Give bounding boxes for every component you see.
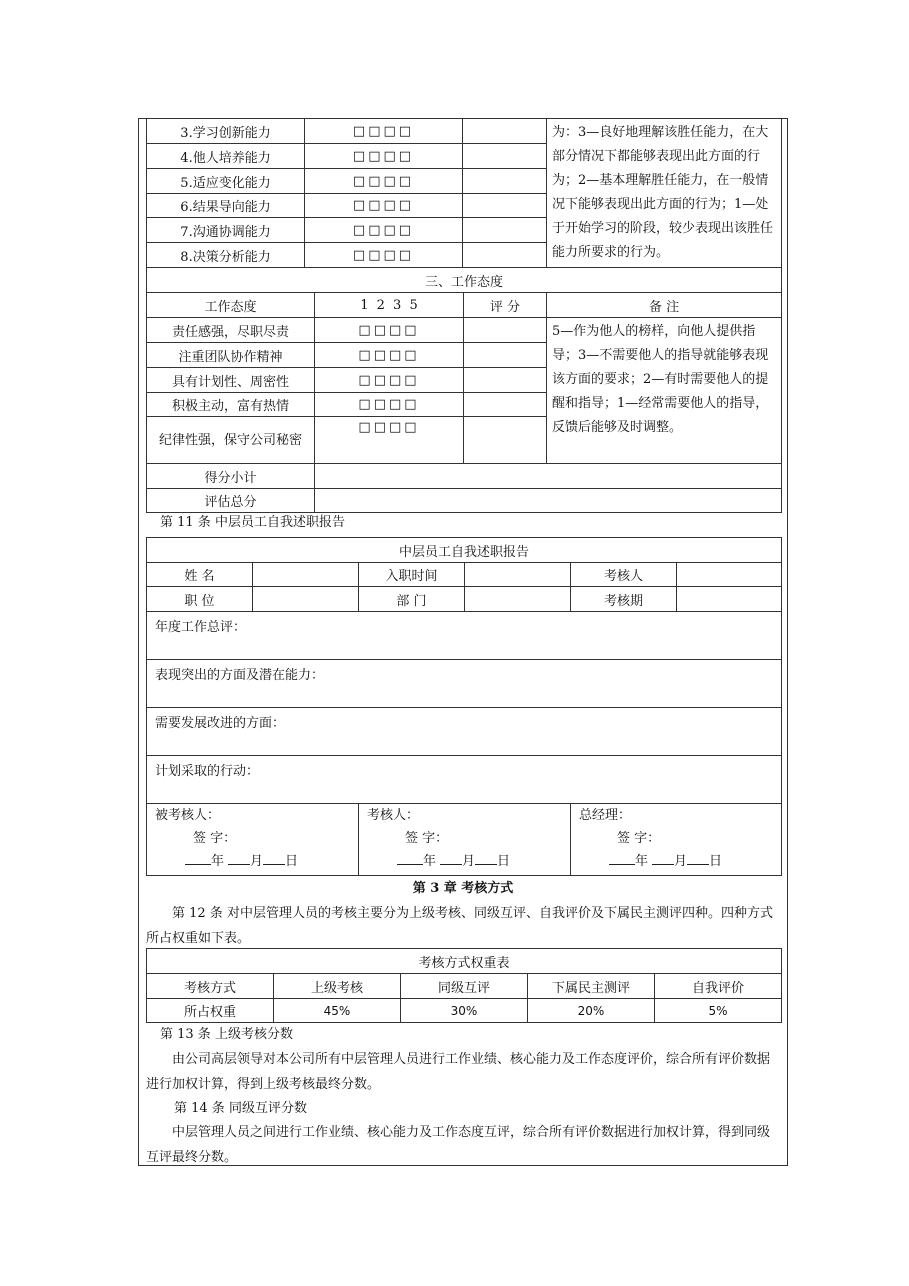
score-cell[interactable]	[464, 417, 547, 464]
attitude-item: 纪律性强，保守公司秘密	[147, 417, 315, 464]
rating-checkboxes[interactable]: □□□□	[315, 368, 464, 393]
chapter-3-heading: 第 3 章 考核方式	[412, 881, 514, 896]
header-score: 评 分	[464, 293, 547, 318]
method-name: 自我评价	[655, 974, 782, 999]
weight-label: 所占权重	[147, 999, 274, 1023]
day-label: 日	[285, 854, 299, 869]
section-title: 三、工作态度	[147, 268, 782, 293]
competency-note: 为：3—良好地理解该胜任能力，在大部分情况下都能够表现出此方面的行为；2—基本理解胜任能力，在一般情况下能够表现出此方面的行为；1—处于开始学习的阶段，较少表现出该胜任能力所要求的行为。	[547, 119, 782, 268]
rating-checkboxes[interactable]: □□□□	[305, 119, 463, 144]
subtotal-label: 得分小计	[147, 464, 315, 489]
month-label: 月	[674, 854, 688, 869]
rating-checkboxes[interactable]: □□□□	[305, 169, 463, 194]
signature-label: 签 字：	[617, 831, 661, 846]
department-label: 部 门	[359, 587, 465, 612]
action-plan-label: 计划采取的行动：	[155, 764, 260, 779]
month-label: 月	[462, 854, 476, 869]
signature-block[interactable]	[571, 804, 782, 876]
join-date-field[interactable]	[465, 563, 571, 587]
competency-table	[146, 118, 782, 268]
name-field[interactable]	[253, 563, 359, 587]
assessor-label: 考核人	[571, 563, 677, 587]
competency-item: 4.他人培养能力	[147, 144, 305, 169]
weight-value: 45%	[274, 999, 401, 1023]
weight-value: 30%	[401, 999, 528, 1023]
attitude-note: 5—作为他人的榜样，向他人提供指导；3—不需要他人的指导就能够表现该方面的要求；2—有时需要他人的提醒和指导；1—经常需要他人的指导，反馈后能够及时调整。	[547, 318, 782, 464]
competency-item: 5.适应变化能力	[147, 169, 305, 194]
header-note: 备 注	[547, 293, 782, 318]
rating-checkboxes[interactable]: □□□□	[305, 194, 463, 218]
period-label: 考核期	[571, 587, 677, 612]
attitude-item: 具有计划性、周密性	[147, 368, 315, 393]
self-report-table	[146, 537, 782, 876]
score-cell[interactable]	[463, 194, 547, 218]
score-cell[interactable]	[464, 318, 547, 343]
position-field[interactable]	[253, 587, 359, 612]
score-cell[interactable]	[463, 218, 547, 243]
weight-value: 20%	[528, 999, 655, 1023]
improvement-label: 需要发展改进的方面：	[155, 716, 286, 731]
year-label: 年	[635, 854, 649, 869]
competency-item: 6.结果导向能力	[147, 194, 305, 218]
article-13-heading: 第 13 条 上级考核分数	[160, 1027, 293, 1042]
score-cell[interactable]	[463, 243, 547, 268]
score-cell[interactable]	[464, 393, 547, 417]
article-13-text: 由公司高层领导对本公司所有中层管理人员进行工作业绩、核心能力及工作态度评价，综合所有评价数据进行加权计算，得到上级考核最终分数。	[146, 1052, 771, 1092]
rating-checkboxes[interactable]: □□□□	[305, 218, 463, 243]
method-name: 同级互评	[401, 974, 528, 999]
signer-role: 考核人：	[367, 808, 420, 823]
action-plan-field[interactable]	[147, 756, 782, 804]
subtotal-value[interactable]	[315, 464, 782, 489]
day-label: 日	[497, 854, 511, 869]
strengths-field[interactable]	[147, 660, 782, 708]
attitude-table	[146, 267, 782, 513]
improvement-field[interactable]	[147, 708, 782, 756]
join-date-label: 入职时间	[359, 563, 465, 587]
year-label: 年	[211, 854, 225, 869]
year-label: 年	[423, 854, 437, 869]
annual-summary-label: 年度工作总评：	[155, 620, 247, 635]
signature-block[interactable]	[147, 804, 359, 876]
article-12-text: 第 12 条 对中层管理人员的考核主要分为上级考核、同级互评、自我评价及下属民主测评四种。四种方式所占权重如下表。	[146, 906, 773, 946]
period-field[interactable]	[677, 587, 782, 612]
weights-table	[146, 948, 782, 1023]
attitude-item: 积极主动，富有热情	[147, 393, 315, 417]
rating-checkboxes[interactable]: □□□□	[305, 144, 463, 169]
report-title: 中层员工自我述职报告	[147, 538, 782, 563]
department-field[interactable]	[465, 587, 571, 612]
score-cell[interactable]	[463, 119, 547, 144]
total-label: 评估总分	[147, 489, 315, 513]
method-label: 考核方式	[147, 974, 274, 999]
rating-checkboxes[interactable]: □□□□	[305, 243, 463, 268]
competency-item: 3.学习创新能力	[147, 119, 305, 144]
weights-title: 考核方式权重表	[147, 949, 782, 974]
article-14-text: 中层管理人员之间进行工作业绩、核心能力及工作态度互评，综合所有评价数据进行加权计算，得到同级互评最终分数。	[146, 1125, 771, 1165]
attitude-item: 责任感强，尽职尽责	[147, 318, 315, 343]
header-scale: 1 2 3 5	[315, 293, 464, 318]
signature-label: 签 字：	[193, 831, 237, 846]
score-cell[interactable]	[463, 144, 547, 169]
annual-summary-field[interactable]	[147, 612, 782, 660]
rating-checkboxes[interactable]: □□□□	[315, 417, 464, 464]
position-label: 职 位	[147, 587, 253, 612]
weight-value: 5%	[655, 999, 782, 1023]
signer-role: 总经理：	[579, 808, 632, 823]
day-label: 日	[709, 854, 723, 869]
assessor-field[interactable]	[677, 563, 782, 587]
competency-item: 7.沟通协调能力	[147, 218, 305, 243]
total-value[interactable]	[315, 489, 782, 513]
method-name: 上级考核	[274, 974, 401, 999]
strengths-label: 表现突出的方面及潜在能力：	[155, 668, 325, 683]
header-item: 工作态度	[147, 293, 315, 318]
score-cell[interactable]	[464, 368, 547, 393]
attitude-item: 注重团队协作精神	[147, 343, 315, 368]
month-label: 月	[250, 854, 264, 869]
competency-item: 8.决策分析能力	[147, 243, 305, 268]
score-cell[interactable]	[463, 169, 547, 194]
rating-checkboxes[interactable]: □□□□	[315, 318, 464, 343]
score-cell[interactable]	[464, 343, 547, 368]
rating-checkboxes[interactable]: □□□□	[315, 393, 464, 417]
rating-checkboxes[interactable]: □□□□	[315, 343, 464, 368]
signature-label: 签 字：	[405, 831, 449, 846]
article-11-heading: 第 11 条 中层员工自我述职报告	[160, 515, 345, 530]
signature-block[interactable]	[359, 804, 571, 876]
name-label: 姓 名	[147, 563, 253, 587]
article-14-heading: 第 14 条 同级互评分数	[174, 1101, 307, 1116]
method-name: 下属民主测评	[528, 974, 655, 999]
signer-role: 被考核人：	[155, 808, 221, 823]
